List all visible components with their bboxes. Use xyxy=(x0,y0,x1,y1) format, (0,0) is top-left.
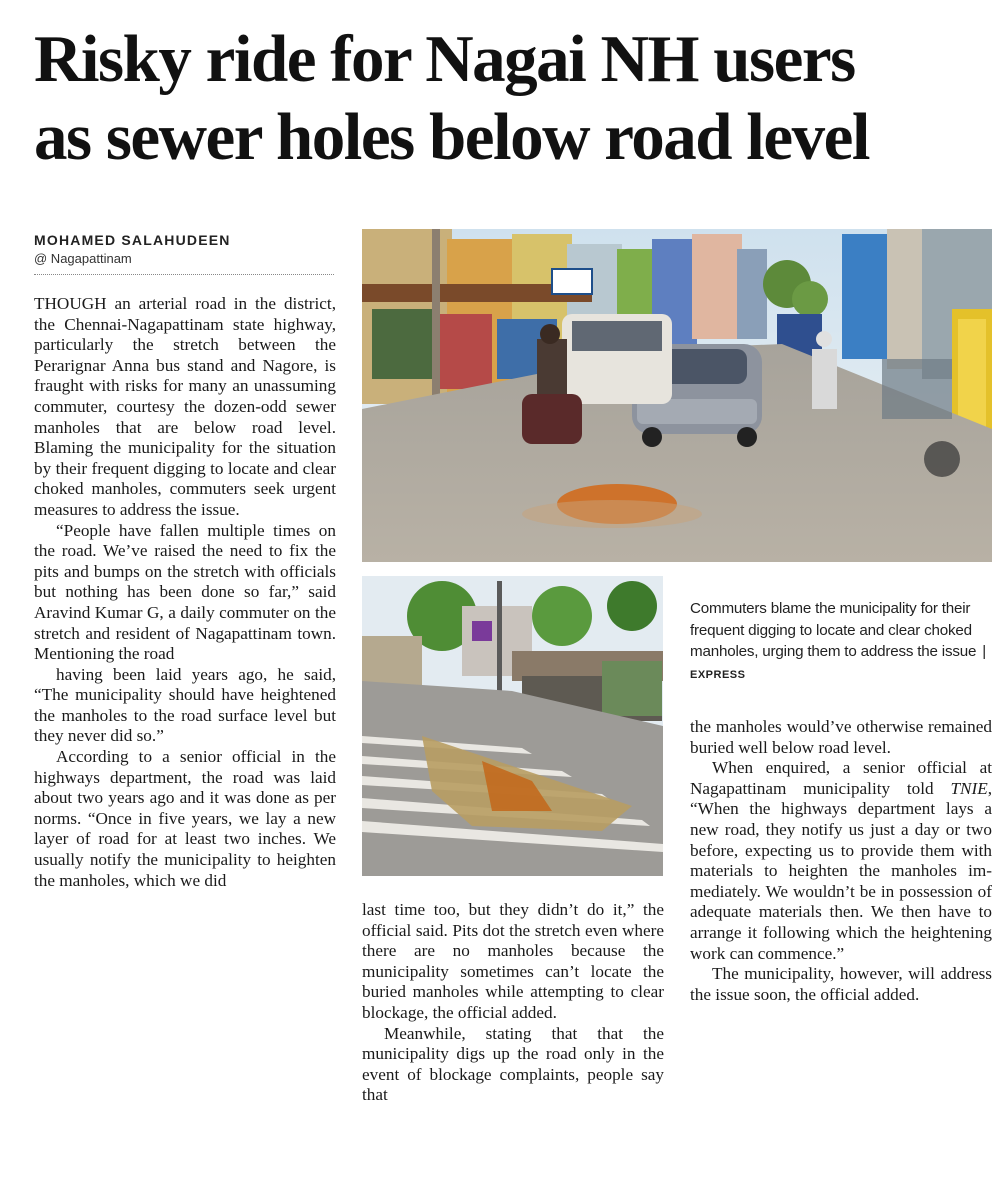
caption-text: Commuters blame the municipality for their frequent digging to locate and clear choked manholes, urging them to address the issue xyxy=(690,600,977,660)
headline-line-1: Risky ride for Nagai NH users xyxy=(34,22,855,96)
dateline-location: @ Nagapattinam xyxy=(34,251,132,266)
paragraph: “People have fallen multiple times on the road. We’ve raised the need to fix the pits and bumps on the stretch with officials but nothing has been done so far,” said Aravind Kumar G, a daily commuter on the stretch and resident of Nagapattinam town. Mentioning the road xyxy=(34,520,336,664)
street-scene-image xyxy=(362,229,992,562)
paragraph: the manholes would’ve otherwise remained buried well below road level. xyxy=(690,717,992,757)
zebra-crossing-photo xyxy=(362,576,663,876)
photo-caption xyxy=(690,598,992,686)
paragraph: having been laid years ago, he said, “The municipality should have heightened the manholes to the road surface level but they never did so.” xyxy=(34,664,336,746)
paragraph: When enquired, a senior official at Nagapattinam municipality told TNIE, “When the highways department lays a new road, they notify us just a day or two before, expecting us to provide them with materials to heighten the manholes immediately. We wouldn’t be in possession of adequate materials then. We then have to arrange it following which the heightening work can commence.” xyxy=(690,758,992,963)
zebra-crossing-image xyxy=(362,576,663,876)
paragraph: THOUGH an arterial road in the district, the Chennai-Nagapattinam state highway, particularly the stretch between the Perarignar Anna bus stand and Nagore, is fraught with risks for many an unassuming commuter, courtesy the dozen-odd sewer manholes that are below road level. Blaming the municipality for the situation by their frequent digging to locate and clear choked manholes, commuters seek urgent measures to address the issue. xyxy=(34,294,336,519)
article-column-1 xyxy=(34,294,336,891)
street-photo xyxy=(362,229,992,562)
paragraph: The municipality, however, will address the issue soon, the official added. xyxy=(690,964,992,1004)
article-column-3 xyxy=(690,717,992,1005)
paragraph: According to a senior official in the highways department, the road was laid about two years ago and it was done as per norms. “Once in five years, we lay a new layer of road for at least two inches. We usually notify the municipality to heighten the manholes, which we did xyxy=(34,747,336,890)
article-column-2 xyxy=(362,900,664,1106)
headline-line-2: as sewer holes below road level xyxy=(34,100,869,174)
photo-credit: EXPRESS xyxy=(690,668,746,681)
caption-separator: | xyxy=(982,643,987,660)
lead-word: THOUGH xyxy=(34,294,107,313)
byline-divider xyxy=(34,274,334,275)
byline xyxy=(34,232,334,275)
author-name: MOHAMED SALAHUDEEN xyxy=(34,232,231,248)
headline xyxy=(34,20,994,176)
publication-name: TNIE xyxy=(950,778,988,798)
paragraph: last time too, but they didn’t do it,” the official said. Pits dot the stretch even where there are no manholes because the municipality sometimes can’t locate the buried manholes while attempting to clear blockage, the official added. xyxy=(362,900,664,1022)
paragraph: Meanwhile, stating that that the municipality digs up the road only in the event of blockage complaints, people say that xyxy=(362,1023,664,1105)
